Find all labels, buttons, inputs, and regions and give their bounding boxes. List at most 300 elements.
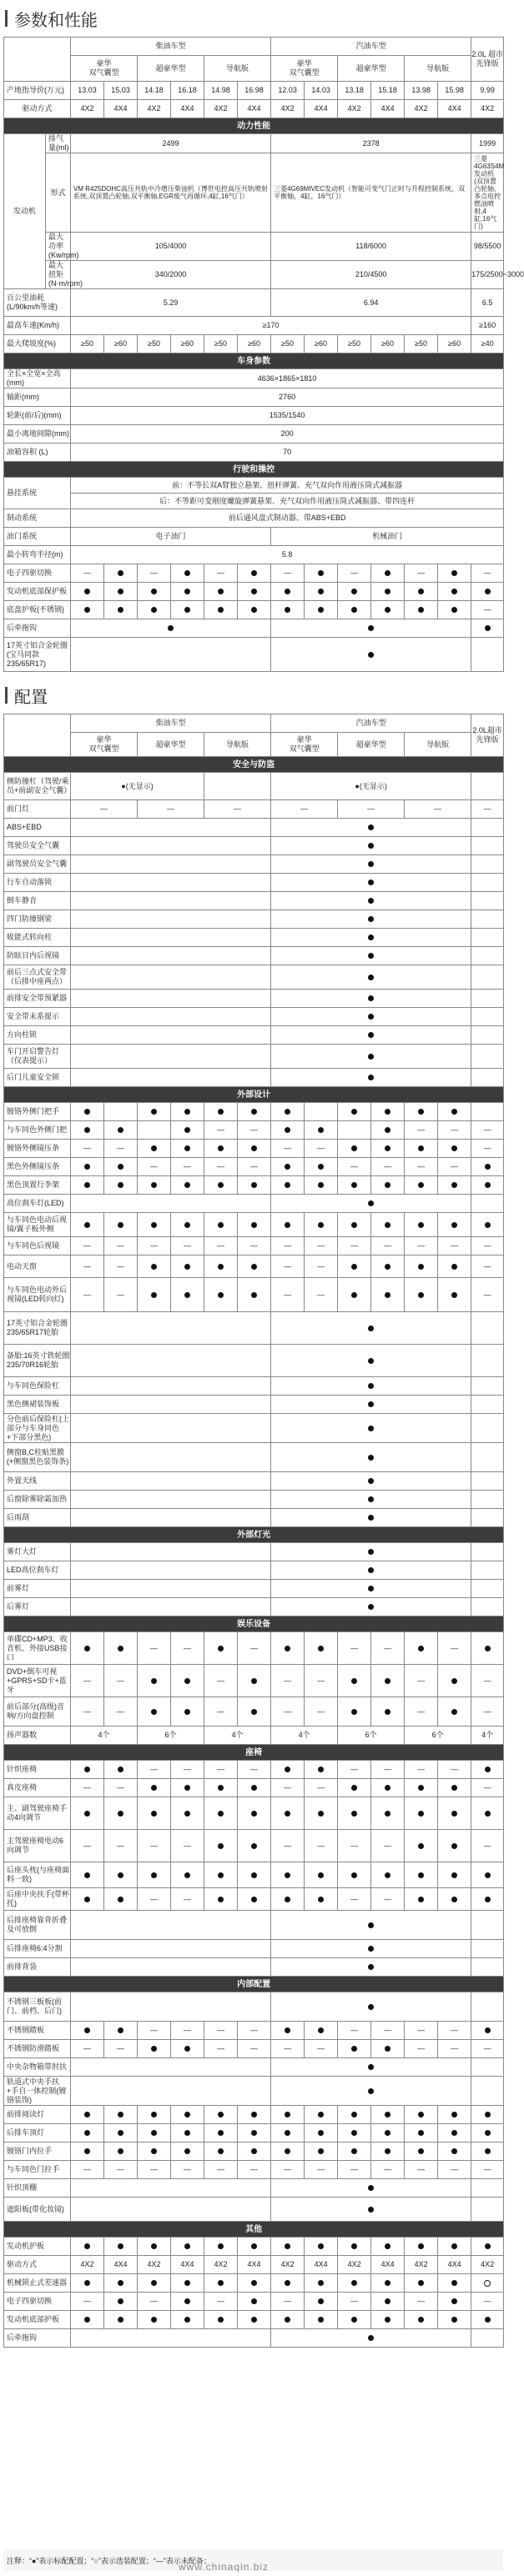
standard-dot-icon	[251, 1709, 257, 1715]
standard-dot-icon	[318, 1222, 324, 1228]
cell: —	[371, 1888, 405, 1911]
standard-dot-icon	[84, 1646, 90, 1651]
cell	[271, 619, 471, 638]
cell: —	[471, 1697, 504, 1727]
feature-label: 侧防撞杠（驾驶/乘员+前副安全气囊）	[4, 773, 71, 800]
cell	[405, 1103, 438, 1121]
band-row	[4, 118, 504, 134]
cell	[104, 2142, 138, 2161]
standard-dot-icon	[285, 1182, 290, 1188]
feature-row	[4, 1121, 504, 1140]
cell: —	[471, 2040, 504, 2058]
cell	[171, 2040, 204, 2058]
cell: 4X2	[71, 2256, 104, 2274]
standard-dot-icon	[485, 1222, 491, 1228]
cell	[238, 2293, 271, 2311]
standard-dot-icon	[418, 2112, 424, 2117]
cell	[338, 601, 371, 619]
standard-dot-icon	[218, 607, 224, 613]
band-row	[4, 1087, 504, 1103]
cell	[371, 1121, 405, 1140]
standard-dot-icon	[385, 1127, 390, 1133]
cell	[271, 990, 471, 1008]
cell	[204, 2124, 238, 2142]
feature-row	[4, 1761, 504, 1779]
cell: —	[71, 1278, 104, 1312]
cell: —	[305, 1830, 338, 1862]
standard-dot-icon	[485, 2317, 491, 2323]
feature-row	[4, 1443, 504, 1472]
standard-dot-icon	[485, 1164, 491, 1170]
cell	[305, 2293, 338, 2311]
cell	[271, 1026, 471, 1045]
standard-dot-icon	[251, 1222, 257, 1228]
standard-dot-icon	[318, 2243, 324, 2249]
feature-row	[4, 1213, 504, 1237]
standard-dot-icon	[385, 570, 390, 576]
cell	[138, 1121, 171, 1140]
feature-row	[4, 2329, 504, 2348]
cell	[138, 1213, 171, 1237]
cell	[371, 1278, 405, 1312]
standard-dot-icon	[351, 2243, 357, 2249]
feature-label: 四门防撞钢梁	[4, 910, 71, 929]
cell	[104, 1797, 138, 1830]
standard-dot-icon	[385, 1182, 390, 1188]
cell: —	[71, 1140, 104, 1158]
cell	[405, 2274, 438, 2293]
feature-label: 真皮座椅	[4, 1779, 71, 1797]
standard-dot-icon	[385, 1264, 390, 1270]
cell	[438, 1862, 471, 1888]
cell: —	[371, 1237, 405, 1255]
feature-row	[4, 1509, 504, 1527]
feature-row	[4, 1598, 504, 1616]
feature-row	[4, 1632, 504, 1665]
standard-dot-icon	[451, 2243, 457, 2249]
standard-dot-icon	[151, 2112, 157, 2117]
standard-dot-icon	[485, 2112, 491, 2117]
cell	[338, 1140, 371, 1158]
cell: —	[438, 1121, 471, 1140]
cell	[238, 1255, 271, 1278]
cell	[338, 1665, 371, 1697]
standard-dot-icon	[218, 2112, 224, 2117]
standard-dot-icon	[118, 2130, 123, 2136]
cell	[271, 855, 471, 874]
cell	[238, 1213, 271, 1237]
standard-dot-icon	[368, 1549, 374, 1555]
cell	[471, 1008, 504, 1026]
cell: —	[138, 2161, 171, 2179]
standard-dot-icon	[118, 1872, 123, 1878]
standard-dot-icon	[184, 589, 190, 594]
cell	[271, 1443, 471, 1472]
standard-dot-icon	[485, 1872, 491, 1878]
standard-dot-icon	[251, 1264, 257, 1270]
standard-dot-icon	[251, 1109, 257, 1115]
feature-label: 与车同色外侧门把	[4, 1121, 71, 1140]
standard-dot-icon	[451, 1109, 457, 1115]
feature-label: 轨道式中央手扶+手自一体控制(镀铬装饰)	[4, 2077, 71, 2106]
cell	[371, 2274, 405, 2293]
cell: —	[138, 1158, 171, 1176]
cell: —	[271, 1665, 305, 1697]
cell: —	[271, 2293, 305, 2311]
standard-dot-icon	[84, 1109, 90, 1115]
cell: —	[471, 1255, 504, 1278]
row-label: 悬挂系统	[4, 478, 71, 509]
cell: —	[338, 1830, 371, 1862]
cell	[438, 601, 471, 619]
feature-row	[4, 1472, 504, 1491]
feature-label: 不锈钢三板板(前门、前档、后门)	[4, 1992, 71, 2022]
cell	[271, 2329, 471, 2348]
cell: 4X4	[438, 2256, 471, 2274]
cell: 6个	[405, 1727, 471, 1745]
cell	[238, 1779, 271, 1797]
standard-dot-icon	[218, 2280, 224, 2286]
standard-dot-icon	[368, 1496, 374, 1502]
standard-dot-icon	[218, 1646, 224, 1651]
feature-row	[4, 564, 504, 583]
cell	[371, 1797, 405, 1830]
feature-label: 前排阅读灯	[4, 2106, 71, 2124]
standard-dot-icon	[385, 2280, 390, 2286]
standard-dot-icon	[368, 843, 374, 849]
feature-label: 与车同色电动后视镜/翼子板外侧	[4, 1213, 71, 1237]
cell	[371, 1213, 405, 1237]
col-header: 导航版	[405, 56, 471, 82]
standard-dot-icon	[151, 2046, 157, 2052]
cell	[138, 2238, 171, 2256]
feature-label: 后座中央扶手(带杯托)	[4, 1888, 71, 1911]
standard-dot-icon	[368, 1426, 374, 1431]
cell: —	[204, 1761, 238, 1779]
standard-dot-icon	[184, 1109, 190, 1115]
cell	[138, 1797, 171, 1830]
cell	[305, 2238, 338, 2256]
price-cell: 16.98	[238, 82, 271, 100]
cell	[271, 1103, 305, 1121]
standard-dot-icon	[418, 607, 424, 613]
value-cell: 200	[71, 425, 504, 444]
cell: —	[204, 800, 271, 819]
standard-dot-icon	[351, 2046, 357, 2052]
cell	[371, 2106, 405, 2124]
standard-dot-icon	[184, 2280, 190, 2286]
spec-table	[3, 37, 524, 672]
cell	[204, 1779, 238, 1797]
section-title-specs	[3, 0, 503, 37]
standard-dot-icon	[218, 1292, 224, 1298]
standard-dot-icon	[118, 1767, 123, 1772]
cell: —	[238, 1761, 271, 1779]
cell	[238, 1697, 271, 1727]
cell	[138, 2106, 171, 2124]
standard-dot-icon	[351, 607, 357, 613]
feature-label: 行车自动落锁	[4, 874, 71, 892]
col-header: 导航版	[405, 733, 471, 757]
standard-dot-icon	[351, 1678, 357, 1684]
cell: —	[405, 1697, 438, 1727]
cell: 98/5500	[471, 233, 504, 261]
cell	[71, 2106, 104, 2124]
cell	[104, 1888, 138, 1911]
cell	[71, 2311, 104, 2329]
standard-dot-icon	[418, 1843, 424, 1849]
standard-dot-icon	[184, 607, 190, 613]
body-row	[4, 388, 504, 407]
standard-dot-icon	[118, 1182, 123, 1188]
cell	[71, 2179, 271, 2198]
cell: —	[238, 1121, 271, 1140]
cell	[438, 1278, 471, 1312]
cell: —	[171, 1632, 204, 1665]
col-header: 超豪华型	[338, 733, 405, 757]
cell	[71, 1491, 271, 1509]
standard-dot-icon	[318, 1767, 324, 1772]
standard-dot-icon	[451, 1145, 457, 1151]
cell	[271, 1396, 471, 1414]
standard-dot-icon	[151, 1811, 157, 1817]
feature-label: 后座头枕(与座椅面料一致)	[4, 1862, 71, 1888]
cell	[171, 583, 204, 601]
band-entertainment: 娱乐设备	[4, 1616, 504, 1632]
cell: —	[171, 2161, 204, 2179]
cell: —	[338, 1237, 371, 1255]
cell	[405, 1632, 438, 1665]
standard-dot-icon	[368, 975, 374, 980]
cell: —	[371, 2161, 405, 2179]
cell	[71, 1213, 104, 1237]
cell	[71, 837, 271, 855]
cell	[271, 837, 471, 855]
cell: —	[405, 1121, 438, 1140]
cell	[305, 2311, 338, 2329]
standard-dot-icon	[451, 1709, 457, 1715]
feature-label: 发动机底部护板	[4, 2311, 71, 2329]
cell	[371, 1697, 405, 1727]
cell	[471, 1509, 504, 1527]
standard-dot-icon	[318, 589, 324, 594]
cell: —	[338, 1888, 371, 1911]
cell: —	[371, 1830, 405, 1862]
feature-label: 电动天窗	[4, 1255, 71, 1278]
standard-dot-icon	[251, 607, 257, 613]
cell: —	[405, 2293, 438, 2311]
cell: —	[271, 2161, 305, 2179]
cell	[271, 1069, 471, 1087]
standard-dot-icon	[118, 2280, 123, 2286]
cell	[471, 1797, 504, 1830]
cell: —	[71, 1237, 104, 1255]
standard-dot-icon	[418, 1811, 424, 1817]
feature-row	[4, 990, 504, 1008]
cell	[438, 1213, 471, 1237]
cell	[405, 1213, 438, 1237]
standard-dot-icon	[368, 2207, 374, 2213]
cell: 105/4000	[71, 233, 271, 261]
cell	[305, 601, 338, 619]
cell: —	[338, 2161, 371, 2179]
standard-dot-icon	[385, 607, 390, 613]
standard-dot-icon	[251, 2317, 257, 2323]
feature-label: 外置天线	[4, 1472, 71, 1491]
feature-label: 前后部分(高级)音响/方向盘控制	[4, 1697, 71, 1727]
standard-dot-icon	[385, 2112, 390, 2117]
feature-row	[4, 1026, 504, 1045]
cell	[204, 1213, 238, 1237]
standard-dot-icon	[285, 1164, 290, 1170]
cell: 118/6000	[271, 233, 471, 261]
standard-dot-icon	[285, 1222, 290, 1228]
cell	[405, 2238, 438, 2256]
standard-dot-icon	[151, 1872, 157, 1878]
cell	[204, 2142, 238, 2161]
standard-dot-icon	[151, 589, 157, 594]
col-header: 豪华 双气囊型	[71, 56, 138, 82]
feature-row	[4, 2077, 504, 2106]
cell	[371, 1176, 405, 1195]
cell	[271, 2022, 305, 2040]
footer-text: 注释：“●”表示标配配置；“○”表示选装配置；“—”表示未配备；	[7, 2556, 211, 2565]
band-row	[4, 757, 504, 773]
cell	[305, 1103, 338, 1121]
feature-label: 侧窗B,C柱贴黑膜(+侧窗黑色装饰条)	[4, 1443, 71, 1472]
standard-dot-icon	[318, 1164, 324, 1170]
band-row	[4, 353, 504, 369]
band-row	[4, 462, 504, 478]
cell: —	[305, 1665, 338, 1697]
standard-dot-icon	[485, 2148, 491, 2154]
subheader-row	[4, 56, 504, 82]
standard-dot-icon	[368, 1515, 374, 1521]
cell: —	[338, 2022, 371, 2040]
cell	[138, 1140, 171, 1158]
price-cell: 15.98	[438, 82, 471, 100]
standard-dot-icon	[84, 2112, 90, 2117]
cell	[71, 1888, 104, 1911]
drive-cell: 4X2	[138, 100, 171, 118]
row-label: 驱动方式	[4, 100, 71, 118]
band-row	[4, 1745, 504, 1761]
cell	[271, 1888, 305, 1911]
feature-label: ABS+EBD	[4, 819, 71, 837]
cell	[271, 1598, 471, 1616]
standard-dot-icon	[451, 2317, 457, 2323]
row-label: 轮距(前/后)(mm)	[4, 407, 71, 425]
title-bar	[5, 687, 8, 704]
feature-label: LED高位刹车灯	[4, 1561, 71, 1580]
standard-dot-icon	[84, 1872, 90, 1878]
cell	[438, 1697, 471, 1727]
standard-dot-icon	[451, 607, 457, 613]
feature-row	[4, 1140, 504, 1158]
cell	[204, 2106, 238, 2124]
standard-dot-icon	[418, 1182, 424, 1188]
cell	[371, 564, 405, 583]
cell: —	[471, 564, 504, 583]
cell: —	[104, 1830, 138, 1862]
standard-dot-icon	[151, 1678, 157, 1684]
petrol-header: 汽油车型	[271, 714, 471, 733]
cell	[438, 1888, 471, 1911]
cell	[471, 638, 504, 672]
feature-row	[4, 1561, 504, 1580]
feature-row	[4, 1543, 504, 1561]
standard-dot-icon	[368, 995, 374, 1001]
standard-dot-icon	[318, 2027, 324, 2033]
cell	[238, 1278, 271, 1312]
standard-dot-icon	[368, 1478, 374, 1484]
standard-dot-icon	[351, 1811, 357, 1817]
standard-dot-icon	[118, 1811, 123, 1817]
cell	[271, 2198, 471, 2222]
cell: —	[271, 1779, 305, 1797]
cell	[471, 1396, 504, 1414]
standard-dot-icon	[318, 1182, 324, 1188]
cell: 4X4	[305, 2256, 338, 2274]
cell: —	[171, 1158, 204, 1176]
price-cell: 14.18	[138, 82, 171, 100]
col-header: 超豪华型	[338, 56, 405, 82]
cell	[471, 819, 504, 837]
cell	[138, 2311, 171, 2329]
standard-dot-icon	[218, 1897, 224, 1902]
cell	[471, 2238, 504, 2256]
cell	[271, 947, 471, 965]
feature-label: 前雾灯	[4, 1580, 71, 1598]
cell: 4个	[471, 1727, 504, 1745]
standard-dot-icon	[84, 1767, 90, 1772]
feature-row	[4, 1396, 504, 1414]
price-cell: 9.99	[471, 82, 504, 100]
cell: —	[138, 2022, 171, 2040]
cell	[471, 2077, 504, 2106]
feature-row	[4, 2179, 504, 2198]
body-row	[4, 425, 504, 444]
standard-dot-icon	[84, 2280, 90, 2286]
feature-label: 后窗除雾除霜加热	[4, 1491, 71, 1509]
cell	[305, 564, 338, 583]
price-cell: 14.98	[204, 82, 238, 100]
cell: —	[471, 1140, 504, 1158]
cell	[271, 1543, 471, 1561]
cell: —	[305, 1779, 338, 1797]
cell	[471, 1103, 504, 1121]
standard-dot-icon	[385, 2130, 390, 2136]
diesel-header: 柴油车型	[71, 38, 271, 56]
feature-label: 电子四驱切换	[4, 2293, 71, 2311]
col-header: 豪华 双气囊型	[271, 56, 338, 82]
standard-dot-icon	[251, 589, 257, 594]
cell	[204, 1862, 238, 1888]
cell	[305, 2022, 338, 2040]
cell	[305, 1213, 338, 1237]
cell	[371, 1862, 405, 1888]
standard-dot-icon	[368, 1358, 374, 1364]
standard-dot-icon	[218, 589, 224, 594]
cell	[405, 1888, 438, 1911]
col-header: 豪华 双气囊型	[271, 733, 338, 757]
feature-row	[4, 1797, 504, 1830]
cell	[338, 1797, 371, 1830]
standard-dot-icon	[385, 2317, 390, 2323]
cell	[338, 1862, 371, 1888]
cell	[171, 2311, 204, 2329]
value-cell: 4636×1865×1810	[71, 369, 504, 388]
